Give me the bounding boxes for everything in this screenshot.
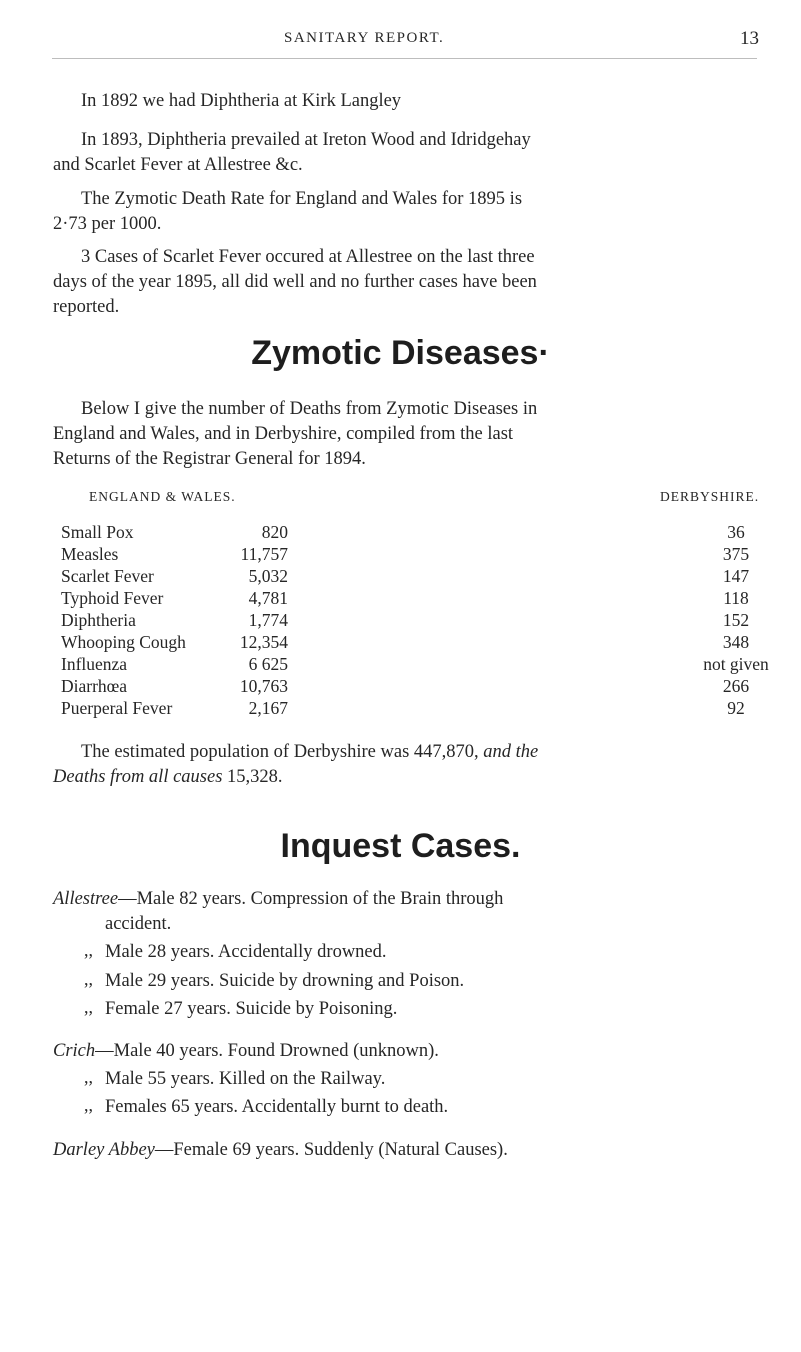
inquest-crich-first [53, 1039, 439, 1064]
zymotic-intro-line-1: Below I give the number of Deaths from Zymotic Diseases in [81, 399, 538, 419]
table-row [0, 654, 801, 676]
deaths-all-causes-value: 15,328. [227, 767, 283, 787]
estimate-line-2 [53, 765, 768, 790]
table-row [0, 610, 801, 632]
ditto-mark: ,, [84, 1095, 93, 1115]
inquest-entry-text: Male 29 years. Suicide by drowning and Poison. [105, 971, 465, 991]
paragraph-scarlet-line-3: reported. [53, 297, 120, 317]
estimate-italic-text: and the [483, 742, 539, 762]
table-row [0, 698, 801, 720]
paragraph-death-rate [53, 187, 768, 237]
inquest-entry-text: —Female 69 years. Suddenly (Natural Causes). [154, 1140, 508, 1160]
inquest-allestree-first [53, 887, 503, 912]
england-deaths: 5,032 [248, 566, 288, 586]
table-row [0, 566, 801, 588]
england-deaths: 1,774 [248, 610, 288, 630]
disease-name: Measles [61, 544, 119, 564]
england-deaths: 820 [261, 522, 288, 542]
place-crich: Crich [53, 1041, 96, 1061]
zymotic-heading: Zymotic Diseases· [251, 334, 550, 372]
paragraph-death-rate-line-2: 2·73 per 1000. [53, 214, 162, 234]
page-number: 13 [740, 28, 759, 49]
paragraph-1893 [53, 128, 768, 178]
england-deaths: 11,757 [240, 544, 288, 564]
table-row [0, 676, 801, 698]
estimate-line-1 [53, 740, 768, 765]
derbyshire-deaths: 152 [722, 610, 750, 630]
table-row [0, 588, 801, 610]
paragraph-death-rate-line-1: The Zymotic Death Rate for England and Wales for 1895 is [81, 189, 523, 209]
derbyshire-deaths: 375 [722, 544, 750, 564]
derbyshire-deaths: 147 [722, 566, 750, 586]
derbyshire-deaths: 92 [727, 698, 745, 718]
derbyshire-deaths: 348 [722, 632, 750, 652]
derbyshire-deaths: not given [703, 654, 769, 674]
zymotic-intro-line-3: Returns of the Registrar General for 1894. [53, 449, 366, 469]
place-darley-abbey: Darley Abbey [53, 1140, 155, 1160]
paragraph-scarlet-line-2: days of the year 1895, all did well and no further cases have been [53, 272, 537, 292]
estimate-text: The estimated population of Derbyshire was 447,870, [81, 742, 479, 762]
england-deaths: 12,354 [239, 632, 288, 652]
derbyshire-deaths: 266 [722, 676, 750, 696]
disease-name: Diphtheria [61, 610, 136, 630]
table-row [0, 544, 801, 566]
inquest-entry-text: —Male 40 years. Found Drowned (unknown). [95, 1041, 439, 1061]
paragraph-1892-text: In 1892 we had Diphtheria at Kirk Langley [81, 91, 402, 111]
column-header-derbyshire: DERBYSHIRE. [660, 489, 760, 504]
inquest-heading: Inquest Cases. [280, 827, 521, 865]
disease-name: Diarrhœa [61, 676, 128, 696]
inquest-entry-text: Male 28 years. Accidentally drowned. [105, 942, 387, 962]
disease-name: Whooping Cough [61, 632, 186, 652]
disease-name: Small Pox [61, 522, 134, 542]
disease-name: Puerperal Fever [61, 698, 173, 718]
paragraph-scarlet-fever [53, 245, 768, 320]
england-deaths: 6 625 [248, 654, 288, 674]
paragraph-1893-line-1: In 1893, Diphtheria prevailed at Ireton Wood and Idridgehay [81, 130, 531, 150]
paragraph-population-estimate [53, 740, 768, 790]
inquest-entry-text: Male 55 years. Killed on the Railway. [105, 1069, 386, 1089]
paragraph-1892 [53, 89, 768, 114]
header-rule [52, 58, 757, 59]
inquest-entry-text: —Male 82 years. Compression of the Brain through [118, 889, 504, 909]
inquest-entry-text: Female 27 years. Suicide by Poisoning. [105, 999, 398, 1019]
inquest-darley-abbey [53, 1138, 508, 1163]
ditto-mark: ,, [84, 1067, 93, 1087]
ditto-mark: ,, [84, 969, 93, 989]
inquest-entry-continuation: accident. [105, 914, 172, 934]
derbyshire-deaths: 36 [727, 522, 745, 542]
deaths-all-causes-label: Deaths from all causes [53, 767, 223, 787]
disease-name: Influenza [61, 654, 128, 674]
england-deaths: 4,781 [248, 588, 288, 608]
disease-name: Typhoid Fever [61, 588, 164, 608]
inquest-entry-text: Females 65 years. Accidentally burnt to death. [105, 1097, 449, 1117]
table-row [0, 522, 801, 544]
england-deaths: 10,763 [239, 676, 288, 696]
paragraph-zymotic-intro [53, 397, 768, 472]
place-allestree: Allestree [53, 889, 119, 909]
ditto-mark: ,, [84, 940, 93, 960]
ditto-mark: ,, [84, 997, 93, 1017]
paragraph-scarlet-line-1: 3 Cases of Scarlet Fever occured at Allestree on the last three [81, 247, 535, 267]
running-title: SANITARY REPORT. [284, 30, 445, 46]
column-header-england-wales: ENGLAND & WALES. [89, 489, 236, 504]
disease-name: Scarlet Fever [61, 566, 154, 586]
england-deaths: 2,167 [248, 698, 288, 718]
page-header [0, 30, 801, 60]
zymotic-intro-line-2: England and Wales, and in Derbyshire, compiled from the last [53, 424, 514, 444]
derbyshire-deaths: 118 [723, 588, 749, 608]
paragraph-1893-line-2: and Scarlet Fever at Allestree &c. [53, 155, 303, 175]
table-row [0, 632, 801, 654]
